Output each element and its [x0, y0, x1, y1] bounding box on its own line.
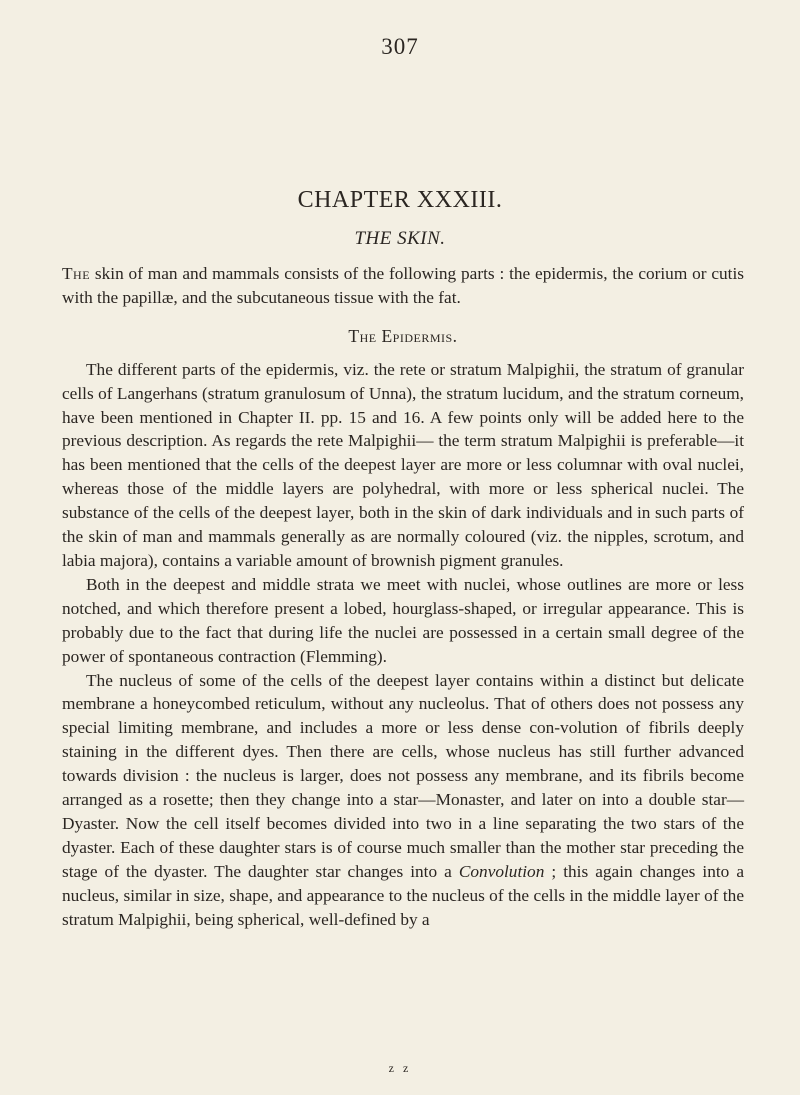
intro-text: skin of man and mammals consists of the following parts : the epidermis, the corium or cutis with the papillæ, and the subcutaneous tissue with the fat.	[62, 264, 744, 307]
paragraph-3-text-a: The nucleus of some of the cells of the deepest layer contains within a distinct but delicate membrane a honeycombed reticulum, without any nucleolus. That of others does not possess any special limiting membrane, and includes a more or less dense con-volution of fibrils deeply staining in the different dyes. Then there are cells, whose nucleus has still further advanced towards division : the nucleus is larger, does not possess any membrane, and its fibrils become arranged as a rosette; then they change into a star—Monaster, and later on into a double star—Dyaster. Now the cell itself becomes divided into two in a line separating the two stars of the dyaster. Each of these daughter stars is of course much smaller than the mother star preceding the stage of the dyaster. The daughter star changes into a	[62, 670, 744, 881]
intro-lead-word: The	[62, 264, 91, 283]
body-text	[62, 262, 744, 931]
signature-mark: z z	[388, 1061, 412, 1075]
paragraph-2: Both in the deepest and middle strata we meet with nuclei, whose outlines are more or less notched, and which therefore present a lobed, hourglass-shaped, or irregular appearance. This is probably due to the fact that during life the nuclei are possessed in a certain small degree of the power of spontaneous contraction (Flemming).	[62, 574, 744, 666]
intro-paragraph	[62, 262, 744, 310]
chapter-subtitle: THE SKIN.	[354, 228, 446, 249]
chapter-title: CHAPTER XXXIII.	[297, 187, 503, 213]
paragraph-3-text-b: ; this again changes into a nucleus, similar in size, shape, and appearance to the nucleus of the cells in the middle layer of the stratum Malpighii, being spherical, well-defined by a	[62, 861, 745, 929]
page-number: 307	[381, 34, 419, 59]
paragraph-3	[62, 669, 744, 932]
section-heading: The Epidermis.	[348, 325, 458, 346]
paragraph-3-italic-term: Convolution	[458, 861, 545, 881]
paragraph-1: The different parts of the epidermis, viz. the rete or stratum Malpighii, the stratum of granular cells of Langerhans (stratum granulosum of Unna), the stratum lucidum, and the stratum corneum, have been mentioned in Chapter II. pp. 15 and 16. A few points only will be added here to the previous description. As regards the rete Malpighii— the term stratum Malpighii is preferable—it has been mentioned that the cells of the deepest layer are more or less columnar with oval nuclei, whereas those of the middle layers are polyhedral, with more or less spherical nuclei. The substance of the cells of the deepest layer, both in the skin of dark individuals and in such parts of the skin of man and mammals generally as are normally coloured (viz. the nipples, scrotum, and labia majora), contains a variable amount of brownish pigment granules.	[62, 359, 744, 570]
